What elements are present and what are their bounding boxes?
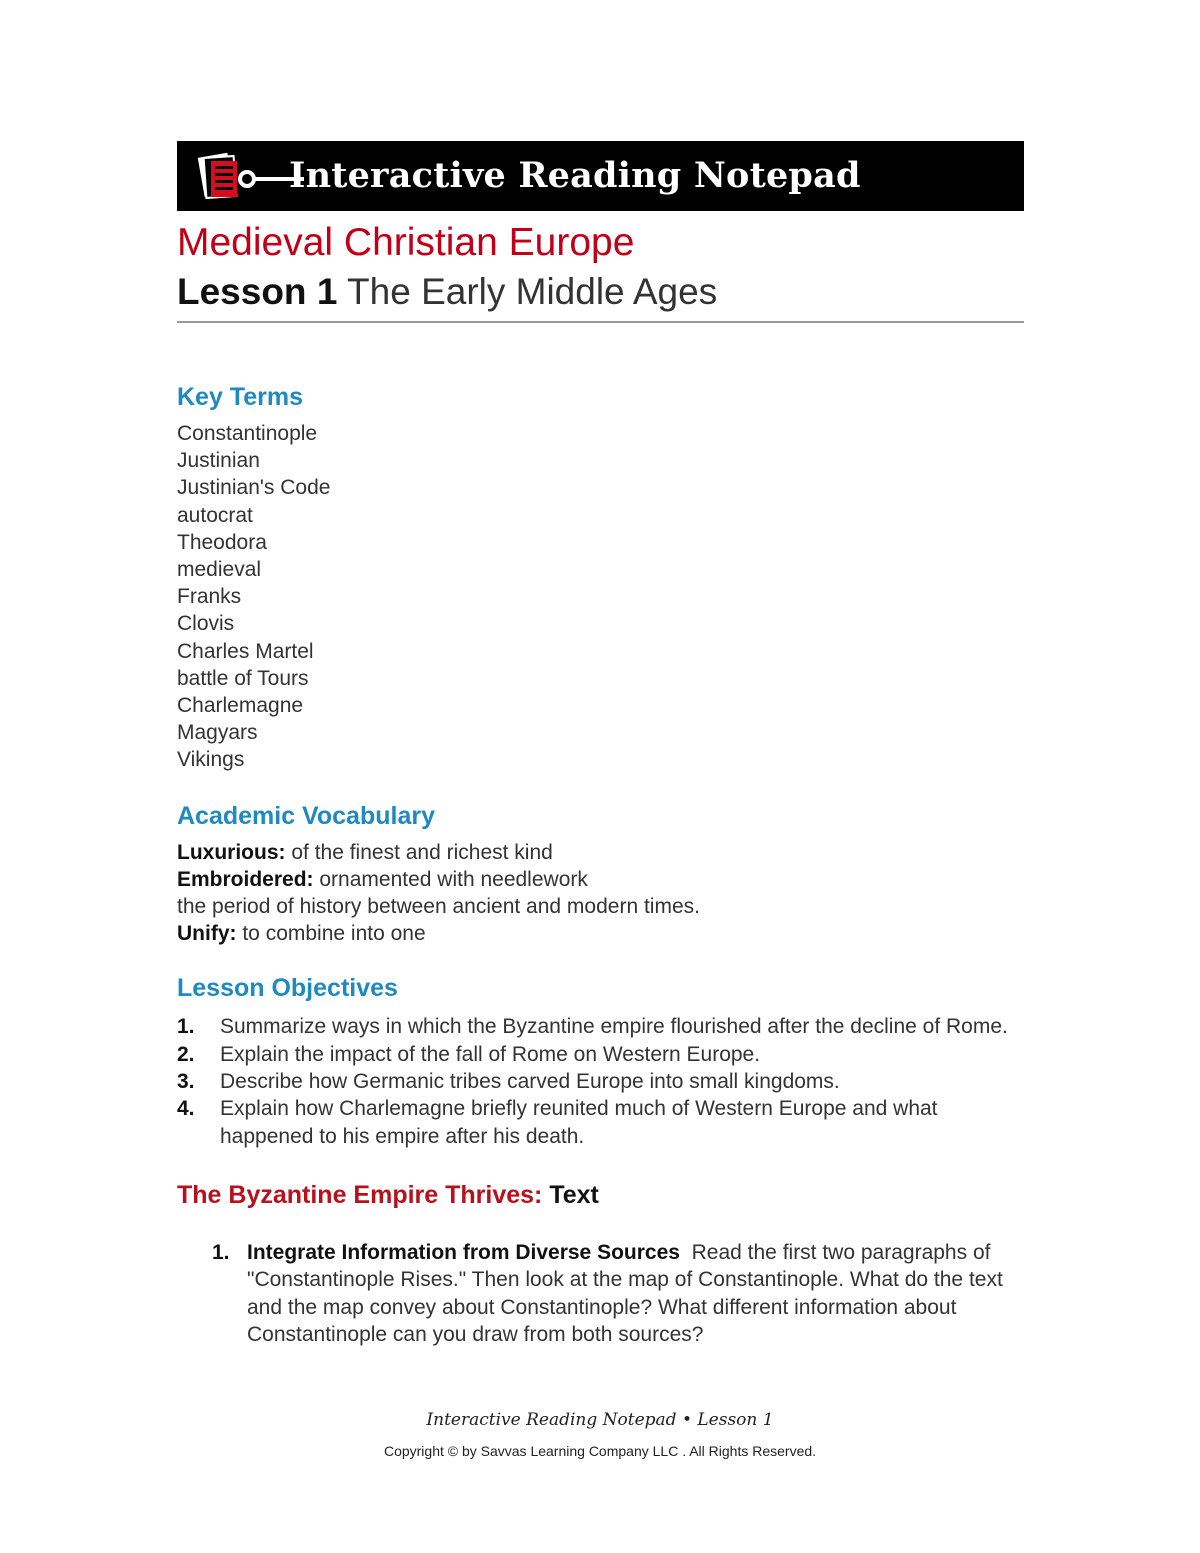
vocab-definition: the period of history between ancient and modern times.	[177, 895, 700, 919]
academic-vocabulary-heading: Academic Vocabulary	[177, 801, 435, 830]
vocab-definition: to combine into one	[242, 922, 426, 946]
list-item: Franks	[177, 585, 242, 609]
objective-text: Summarize ways in which the Byzantine empire flourished after the decline of Rome.	[220, 1015, 1008, 1039]
objective-text: Explain the impact of the fall of Rome on Western Europe.	[220, 1042, 761, 1066]
list-item: Charles Martel	[177, 639, 314, 663]
key-terms-list	[177, 420, 1024, 774]
list-item	[177, 1041, 1024, 1068]
objective-number: 2.	[177, 1042, 195, 1066]
vocab-term: Unify:	[177, 922, 237, 946]
lesson-objectives-heading: Lesson Objectives	[177, 974, 398, 1003]
footer-title: Interactive Reading Notepad • Lesson 1	[426, 1410, 774, 1430]
key-terms-heading: Key Terms	[177, 383, 303, 411]
list-item: Justinian's Code	[177, 476, 331, 500]
objective-number: 1.	[177, 1015, 195, 1039]
lesson-number: Lesson 1	[177, 271, 338, 312]
list-item	[177, 1095, 1024, 1150]
vocab-definition: ornamented with needlework	[319, 867, 588, 891]
list-item: autocrat	[177, 503, 253, 527]
list-item: battle of Tours	[177, 666, 309, 690]
list-item: Justinian	[177, 449, 260, 473]
unit-title: Medieval Christian Europe	[177, 221, 635, 264]
list-item: medieval	[177, 558, 262, 582]
title-divider	[177, 321, 1024, 323]
objective-number: 3.	[177, 1070, 195, 1094]
list-item: Clovis	[177, 612, 235, 636]
objective-text: Describe how Germanic tribes carved Europe into small kingdoms.	[220, 1070, 840, 1094]
question-label: Integrate Information from Diverse Sources	[247, 1240, 680, 1264]
objective-number: 4.	[177, 1097, 195, 1121]
byzantine-heading-suffix: Text	[549, 1180, 599, 1209]
list-item: Vikings	[177, 748, 245, 772]
vocab-entry	[177, 920, 1024, 947]
vocab-term: Luxurious:	[177, 840, 286, 864]
vocab-entry	[177, 839, 1024, 866]
vocab-definition: of the finest and richest kind	[291, 840, 553, 864]
list-item: Theodora	[177, 530, 267, 554]
question-item	[177, 1239, 1024, 1348]
vocab-term: Embroidered:	[177, 867, 314, 891]
vocab-entry	[177, 893, 1024, 920]
list-item	[177, 1013, 1024, 1040]
byzantine-heading-label: The Byzantine Empire Thrives:	[177, 1180, 543, 1209]
document-page	[177, 141, 1024, 1348]
list-item: Constantinople	[177, 422, 318, 445]
lesson-objectives-list	[177, 1013, 1024, 1149]
academic-vocabulary-list	[177, 839, 1024, 948]
list-item	[177, 1068, 1024, 1095]
lesson-name: The Early Middle Ages	[347, 271, 718, 312]
byzantine-section-heading	[177, 1178, 1024, 1212]
vocab-entry	[177, 866, 1024, 893]
list-item: Charlemagne	[177, 694, 304, 718]
question-text: Read the first two paragraphs of "Constantinople Rises." Then look at the map of Constantinople. What do the text and the map convey about Constantinople? What different information about Constantinople can you draw from both sources?	[247, 1240, 1003, 1346]
notepad-banner	[177, 141, 1024, 211]
question-number: 1.	[212, 1240, 230, 1264]
objective-text: Explain how Charlemagne briefly reunited much of Western Europe and what happened to his empire after his death.	[220, 1097, 938, 1148]
lesson-title	[177, 267, 1024, 317]
footer-copyright: Copyright © by Savvas Learning Company LLC . All Rights Reserved.	[383, 1443, 817, 1459]
banner-title: Interactive Reading Notepad	[289, 155, 861, 196]
list-item: Magyars	[177, 721, 258, 745]
